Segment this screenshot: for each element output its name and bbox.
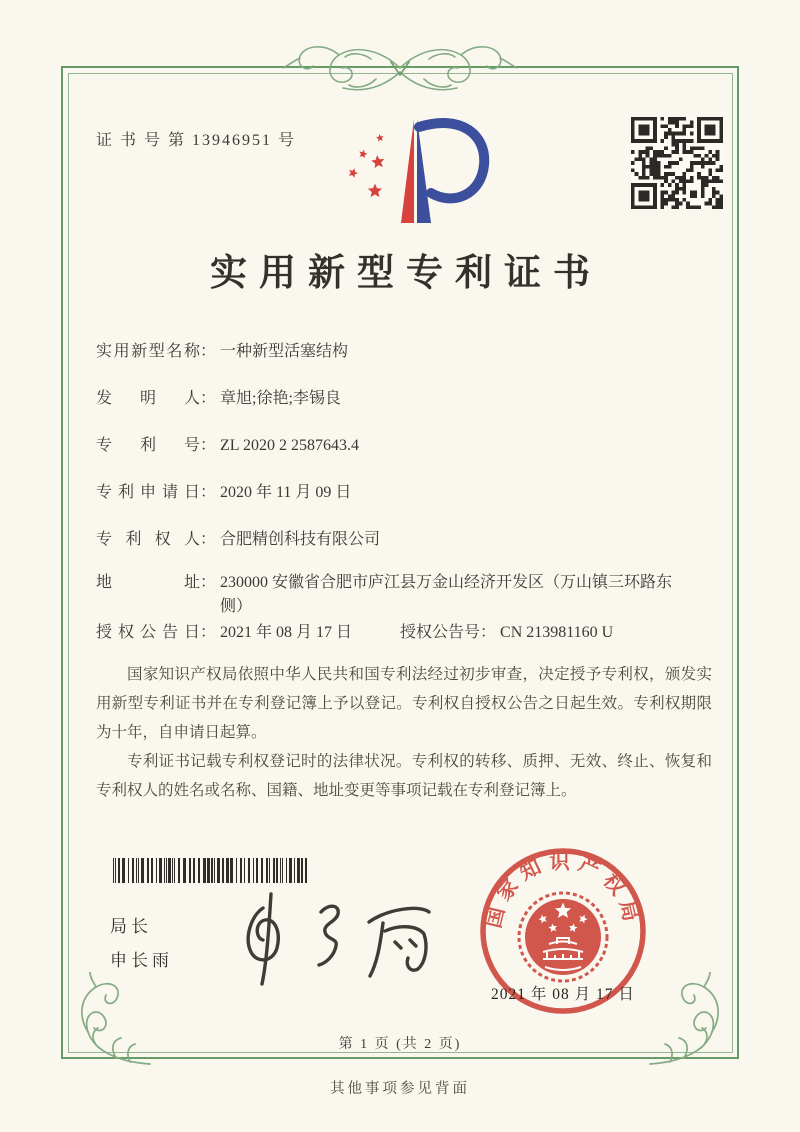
certificate-number: 证 书 号 第 13946951 号 xyxy=(96,132,297,149)
legal-paragraph-2: 专利证书记载专利权登记时的法律状况。专利权的转移、质押、无效、终止、恢复和专利权人的姓名或名称、国籍、地址变更等事项记载在专利登记簿上。 xyxy=(96,753,712,799)
certificate-title: 实用新型专利证书 xyxy=(210,253,602,294)
field-colon: ： xyxy=(480,624,497,641)
legal-text xyxy=(96,660,712,805)
barcode xyxy=(113,858,310,883)
back-note: 其他事项参见背面 xyxy=(330,1081,470,1097)
field-label: 发明人 xyxy=(96,390,200,407)
field-row-patentee xyxy=(96,528,380,552)
field-row-patent-number xyxy=(96,434,359,458)
field-colon: ： xyxy=(200,390,217,407)
field-value: 2021 年 08 月 17 日 xyxy=(220,624,353,641)
field-label: 地址 xyxy=(96,574,200,591)
field-row-inventors xyxy=(96,387,341,411)
director-title: 局长 xyxy=(110,917,152,936)
seal-ring-text: 国家知识产权局 xyxy=(482,851,644,931)
field-colon: ： xyxy=(200,531,217,548)
field-value: ZL 2020 2 2587643.4 xyxy=(220,437,359,454)
field-label: 专利权人 xyxy=(96,531,200,548)
page-number: 第 1 页 (共 2 页) xyxy=(338,1037,462,1052)
director-signature xyxy=(225,886,435,990)
legal-paragraph-1: 国家知识产权局依照中华人民共和国专利法经过初步审查，决定授予专利权，颁发实用新型专利证书并在专利登记簿上予以登记。专利权自授权公告之日起生效。专利权期限为十年，自申请日起算。 xyxy=(96,666,712,741)
field-value: 章旭;徐艳;李锡良 xyxy=(220,390,341,407)
cnipa-patent-logo-icon xyxy=(330,105,515,237)
field-value: 一种新型活塞结构 xyxy=(220,343,349,360)
director-block xyxy=(110,910,173,978)
field-value: 合肥精创科技有限公司 xyxy=(220,531,381,548)
field-colon: ： xyxy=(200,437,217,454)
qr-code xyxy=(631,117,723,209)
field-label: 授权公告号 xyxy=(400,624,481,641)
field-value: 230000 安徽省合肥市庐江县万金山经济开发区（万山镇三环路东侧） xyxy=(220,574,673,615)
field-label: 实用新型名称 xyxy=(96,343,200,360)
field-row-utility-name xyxy=(96,340,348,364)
field-colon: ： xyxy=(200,624,217,641)
field-row-grant-date xyxy=(96,621,613,645)
field-value: 2020 年 11 月 09 日 xyxy=(220,484,352,501)
field-label: 授权公告日 xyxy=(96,624,200,641)
field-colon: ： xyxy=(200,484,217,501)
field-colon: ： xyxy=(200,343,217,360)
field-row-grant-number xyxy=(400,624,613,641)
director-name: 申长雨 xyxy=(110,951,173,970)
field-colon: ： xyxy=(200,574,217,591)
field-label: 专利号 xyxy=(96,437,200,454)
field-label: 专利申请日 xyxy=(96,484,200,501)
field-value: CN 213981160 U xyxy=(500,624,614,641)
field-row-filing-date xyxy=(96,481,351,505)
seal-date: 2021 年 08 月 17 日 xyxy=(491,986,635,1003)
field-row-address xyxy=(96,571,672,619)
top-flourish-ornament xyxy=(283,37,517,101)
bottom-left-corner-ornament xyxy=(50,972,158,1072)
bottom-right-corner-ornament xyxy=(642,972,750,1072)
